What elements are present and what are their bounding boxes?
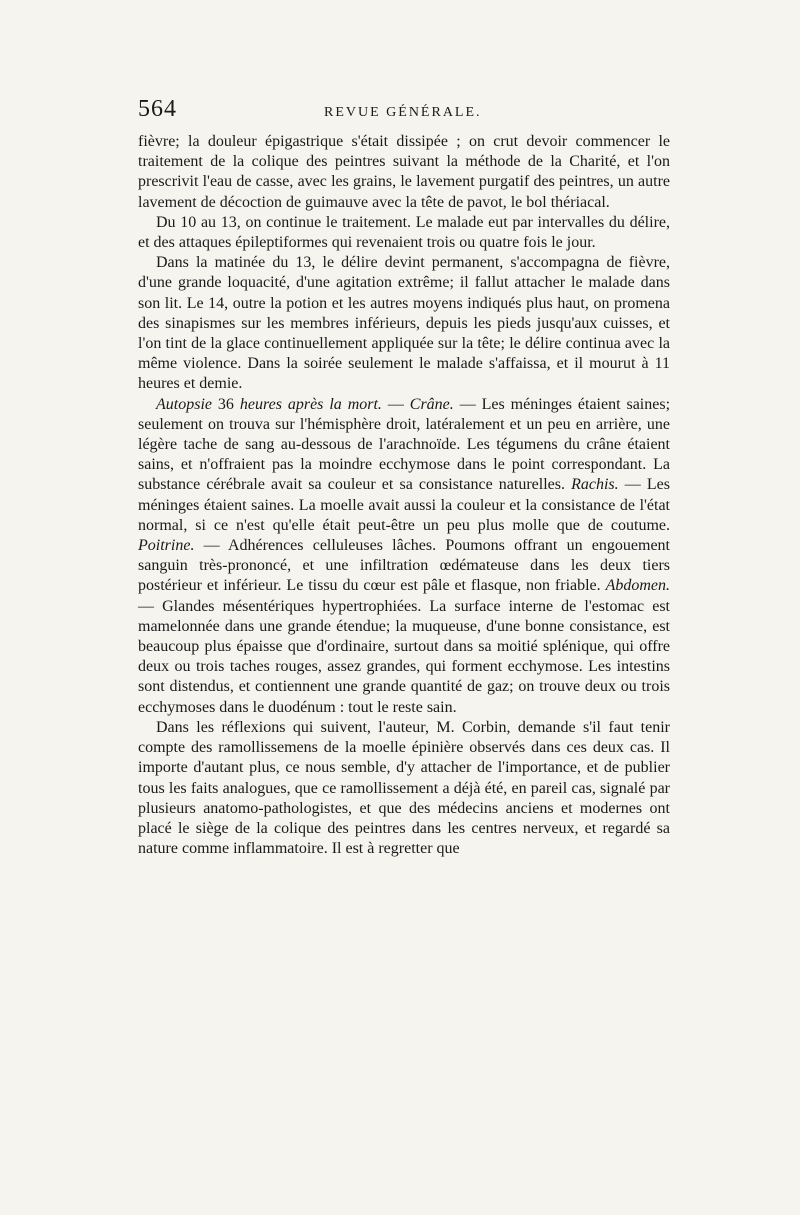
text-segment: fièvre; la douleur épigastrique s'était dissipée ; on crut devoir commencer le traitement de la colique des peintres suivant la méthode de la Charité, et l'on prescrivit l'eau de casse, avec les grains, le lavement purgatif des peintres, un autre lavement de décoction de guimauve avec la tête de pavot, le bol thériacal. xyxy=(138,133,670,211)
page-number: 564 xyxy=(138,96,177,122)
paragraph-3 xyxy=(138,253,670,394)
text-segment: — Glandes mésentériques hypertrophiées. La surface interne de l'estomac est mamelonnée dans une grande étendue; la muqueuse, d'une bonne consistance, est beaucoup plus épaisse que d'ordinaire, surtout dans sa moitié splénique, qui offre deux ou trois taches rouges, assez grandes, qui forment ecchymose. Les intestins sont distendus, et contiennent une grande quantité de gaz; on trouve deux ou trois ecchymoses dans le duodénum : tout le reste sain. xyxy=(138,597,670,716)
text-segment: 36 xyxy=(212,395,240,413)
text-segment: Dans la matinée du 13, le délire devint permanent, s'accompagna de fièvre, d'une grande loquacité, d'une agitation extrême; il fallut attacher le malade dans son lit. Le 14, outre la potion et les autres moyens indiqués plus haut, on promena des sinapismes sur les membres inférieurs, depuis les pieds jusqu'aux cuisses, et l'on tint de la glace continuellement appliquée sur la tête; le délire continua avec la même violence. Dans la soirée seulement le malade s'affaissa, et il mourut à 11 heures et demie. xyxy=(138,254,670,393)
text-segment: Du 10 au 13, on continue le traitement. Le malade eut par intervalles du délire, et des attaques épileptiformes qui revenaient trois ou quatre fois le jour. xyxy=(138,213,670,252)
text-segment: — Les méninges étaient saines. La moelle avait aussi la couleur et la consistance de l'état normal, si ce n'est qu'elle était peut-être un peu plus molle que de coutume. xyxy=(138,476,670,534)
text-segment: — Les méninges étaient saines; seulement on trouva sur l'hémisphère droit, latéralement et un peu en arrière, une légère tache de sang au-dessous de l'arachnoïde. Les tégumens du crâne étaient sains, et n'offraient pas la moindre ecchymose dans le point correspondant. La substance cérébrale avait sa couleur et sa consistance naturelles. xyxy=(138,395,671,494)
page-header xyxy=(138,96,670,136)
section-heading-crane: Crâne. xyxy=(409,395,454,413)
text-segment: Dans les réflexions qui suivent, l'auteur, M. Corbin, demande s'il faut tenir compte des ramollissemens de la moelle épinière observés dans ces deux cas. Il importe d'autant plus, ce nous semble, d'y attacher de l'importance, et de publier tous les faits analogues, que ce ramollissement a déjà été, en pareil cas, signalé par plusieurs anatomo-pathologistes, et que des médecins anciens et modernes ont placé le siège de la colique des peintres dans les centres nerveux, et regardé sa nature comme inflammatoire. Il est à regretter que xyxy=(138,718,670,858)
paragraph-5 xyxy=(138,718,670,859)
running-head: REVUE GÉNÉRALE. xyxy=(324,105,482,120)
paragraph-2 xyxy=(138,213,670,253)
text-segment: — Adhérences celluleuses lâches. Poumons offrant un engouement sanguin très-prononcé, et une infiltration œdémateuse dans les deux tiers postérieur et inférieur. Le tissu du cœur est pâle et flasque, non friable. xyxy=(138,537,670,595)
body-text xyxy=(138,132,670,859)
section-heading-poitrine: Poitrine. xyxy=(138,537,195,555)
paragraph-1 xyxy=(138,132,670,213)
section-heading-rachis: Rachis. xyxy=(571,476,619,494)
section-heading-autopsie: Autopsie xyxy=(156,395,212,413)
text-segment: — xyxy=(381,395,410,413)
italic-segment: heures après la mort. xyxy=(239,395,382,413)
paragraph-4 xyxy=(138,395,670,718)
section-heading-abdomen: Abdomen. xyxy=(605,577,670,595)
